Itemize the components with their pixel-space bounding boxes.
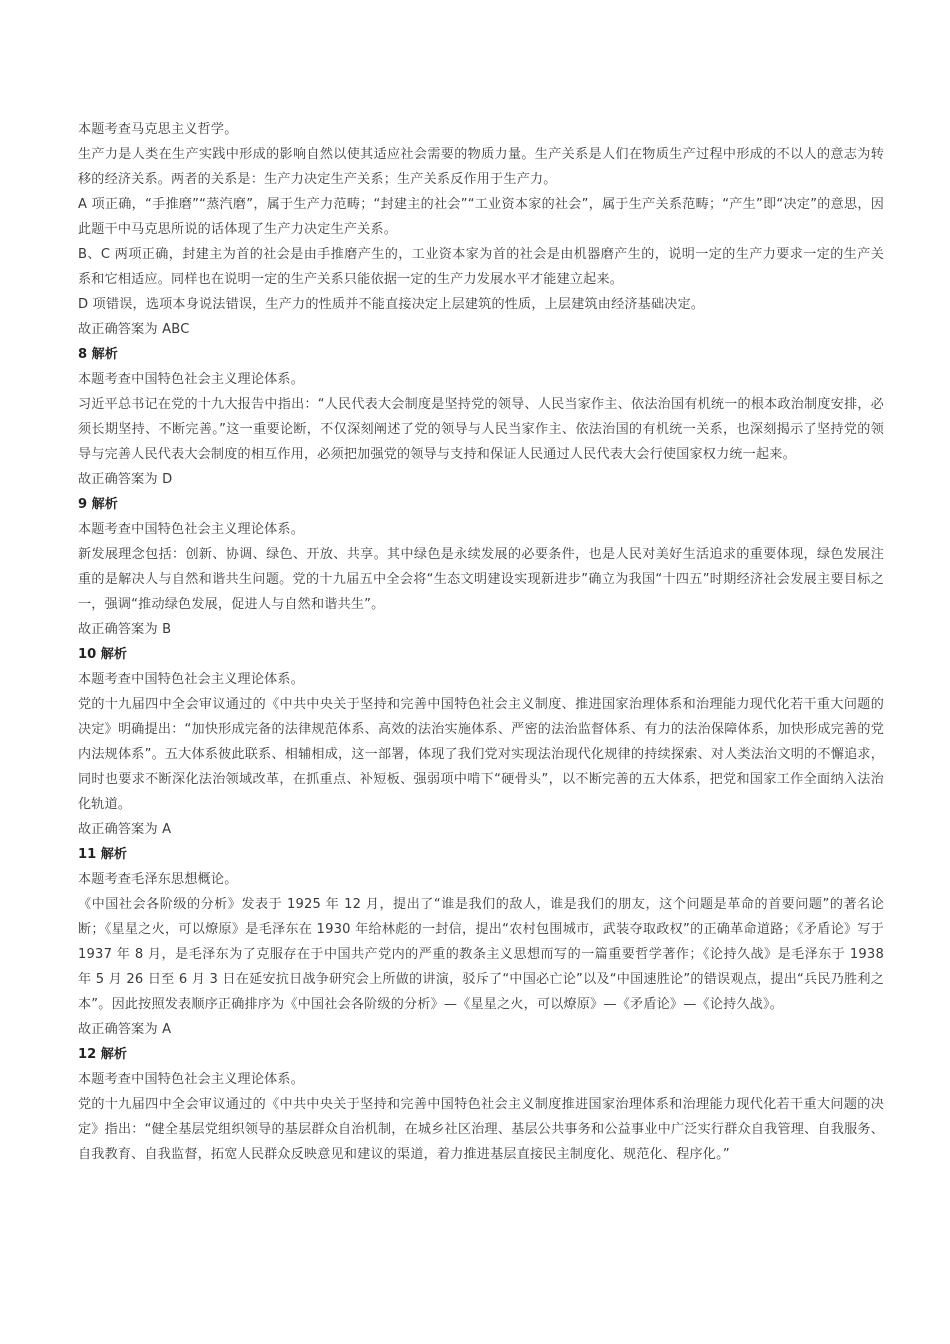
answer-block-7 [78, 117, 884, 342]
topic-line: 本题考查中国特色社会主义理论体系。 [78, 672, 304, 687]
section-heading: 11 解析 [78, 847, 127, 862]
explanation-paragraph: A 项正确，“手推磨”“蒸汽磨”，属于生产力范畴；“封建主的社会”“工业资本家的社会”，属于生产关系范畴；“产生”即“决定”的意思，因此题干中马克思所说的话体现了生产力决定生产关系。 [78, 197, 884, 237]
answer-line: 故正确答案为 A [78, 822, 172, 837]
answer-block-9 [78, 492, 884, 642]
answer-block-8 [78, 342, 884, 492]
answer-line: 故正确答案为 D [78, 472, 173, 487]
explanation-paragraph: 《中国社会各阶级的分析》发表于 1925 年 12 月，提出了“谁是我们的敌人，谁是我们的朋友，这个问题是革命的首要问题”的著名论断；《星星之火，可以燎原》是毛泽东在 1930 年给林彪的一封信，提出“农村包围城市，武装夺取政权”的正确革命道路；《矛盾论》写于 1937 年 8 月，是毛泽东为了克服存在于中国共产党内的严重的教条主义思想而写的一篇重要哲学著作；《论持久战》是毛泽东于 1938 年 5 月 26 日至 6 月 3 日在延安抗日战争研究会上所做的讲演，驳斥了“中国必亡论”以及“中国速胜论”的错误观点，提出“兵民乃胜利之本”。因此按照发表顺序正确排序为《中国社会各阶级的分析》—《星星之火，可以燎原》—《矛盾论》—《论持久战》。 [78, 897, 884, 1012]
topic-line: 本题考查中国特色社会主义理论体系。 [78, 372, 304, 387]
section-heading: 12 解析 [78, 1047, 127, 1062]
section-heading: 8 解析 [78, 347, 118, 362]
answer-block-10 [78, 642, 884, 842]
document-page [78, 117, 884, 1167]
topic-line: 本题考查毛泽东思想概论。 [78, 872, 238, 887]
topic-line: 本题考查中国特色社会主义理论体系。 [78, 1072, 304, 1087]
explanation-paragraph: 党的十九届四中全会审议通过的《中共中央关于坚持和完善中国特色社会主义制度、推进国家治理体系和治理能力现代化若干重大问题的决定》明确提出：“加快形成完备的法律规范体系、高效的法治实施体系、严密的法治监督体系、有力的法治保障体系，加快形成完善的党内法规体系”。五大体系彼此联系、相辅相成，这一部署，体现了我们党对实现法治现代化规律的持续探索、对人类法治文明的不懈追求，同时也要求不断深化法治领域改革，在抓重点、补短板、强弱项中啃下“硬骨头”，以不断完善的五大体系，把党和国家工作全面纳入法治化轨道。 [78, 697, 884, 812]
explanation-paragraph: D 项错误，选项本身说法错误，生产力的性质并不能直接决定上层建筑的性质，上层建筑由经济基础决定。 [78, 297, 705, 312]
topic-line: 本题考查中国特色社会主义理论体系。 [78, 522, 304, 537]
answer-block-12 [78, 1042, 884, 1167]
explanation-paragraph: 党的十九届四中全会审议通过的《中共中央关于坚持和完善中国特色社会主义制度推进国家治理体系和治理能力现代化若干重大问题的决定》指出：“健全基层党组织领导的基层群众自治机制，在城乡社区治理、基层公共事务和公益事业中广泛实行群众自我管理、自我服务、自我教育、自我监督，拓宽人民群众反映意见和建议的渠道，着力推进基层直接民主制度化、规范化、程序化。” [78, 1097, 884, 1162]
answer-block-11 [78, 842, 884, 1042]
answer-line: 故正确答案为 ABC [78, 322, 190, 337]
section-heading: 9 解析 [78, 497, 118, 512]
explanation-paragraph: 生产力是人类在生产实践中形成的影响自然以使其适应社会需要的物质力量。生产关系是人们在物质生产过程中形成的不以人的意志为转移的经济关系。两者的关系是：生产力决定生产关系；生产关系反作用于生产力。 [78, 147, 884, 187]
topic-line: 本题考查马克思主义哲学。 [78, 122, 238, 137]
explanation-paragraph: B、C 两项正确，封建主为首的社会是由手推磨产生的，工业资本家为首的社会是由机器磨产生的，说明一定的生产力要求一定的生产关系和它相适应。同样也在说明一定的生产关系只能依据一定的生产力发展水平才能建立起来。 [78, 247, 884, 287]
answer-line: 故正确答案为 A [78, 1022, 172, 1037]
section-heading: 10 解析 [78, 647, 127, 662]
explanation-paragraph: 新发展理念包括：创新、协调、绿色、开放、共享。其中绿色是永续发展的必要条件，也是人民对美好生活追求的重要体现，绿色发展注重的是解决人与自然和谐共生问题。党的十九届五中全会将“生态文明建设实现新进步”确立为我国“十四五”时期经济社会发展主要目标之一，强调“推动绿色发展，促进人与自然和谐共生”。 [78, 547, 884, 612]
explanation-paragraph: 习近平总书记在党的十九大报告中指出：“人民代表大会制度是坚持党的领导、人民当家作主、依法治国有机统一的根本政治制度安排，必须长期坚持、不断完善。”这一重要论断，不仅深刻阐述了党的领导与人民当家作主、依法治国的有机统一关系，也深刻揭示了坚持党的领导与完善人民代表大会制度的相互作用，必须把加强党的领导与支持和保证人民通过人民代表大会行使国家权力统一起来。 [78, 397, 884, 462]
answer-line: 故正确答案为 B [78, 622, 172, 637]
